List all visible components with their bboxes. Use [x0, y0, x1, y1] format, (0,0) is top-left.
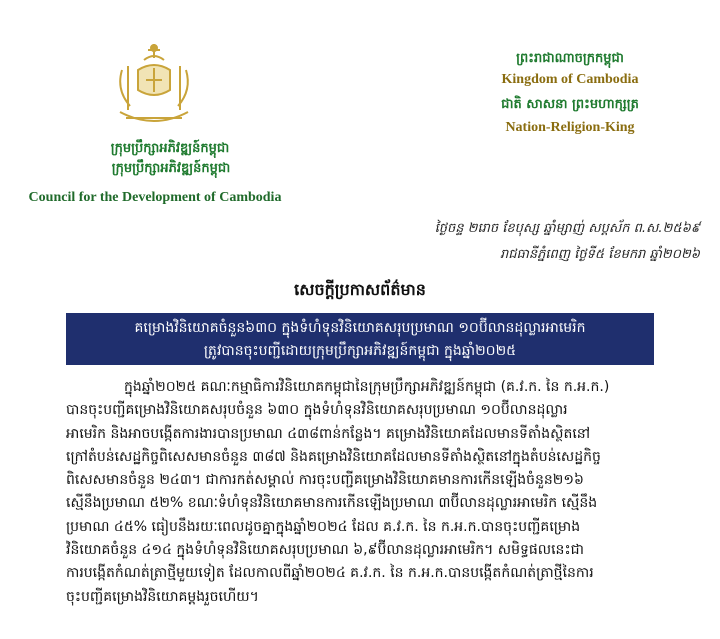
headline-line-2: ត្រូវបានចុះបញ្ជីដោយក្រុមប្រឹក្សាអភិវឌ្ឍន៍កម្ពុជា ក្នុងឆ្នាំ២០២៥ — [203, 343, 517, 359]
body-line: ក្នុងឆ្នាំ២០២៥ គណៈកម្មាធិការវិនិយោគកម្ពុជានៃក្រុមប្រឹក្សាអភិវឌ្ឍន៍កម្ពុជា (គ.វ.ក. នៃ ក.អ.ក.) — [124, 379, 610, 395]
headline-line-1: គម្រោងវិនិយោគចំនួន៦៣០ ក្នុងទំហំទុនវិនិយោគសរុបប្រមាណ ១០ប៊ីលានដុល្លារអាមេរិក — [134, 320, 586, 336]
council-name-kh-line2: ក្រុមប្រឹក្សាអភិវឌ្ឍន៍កម្ពុជា — [111, 161, 231, 176]
solar-date: រាជធានីភ្នំពេញ ថ្ងៃទី៥ ខែមករា ឆ្នាំ២០២៦ — [500, 247, 700, 262]
cambodia-emblem-icon — [108, 40, 200, 128]
body-paragraph — [66, 376, 658, 609]
headline-banner — [66, 313, 654, 365]
body-line: ពិសេសមានចំនួន ២៤៣។ ជាការកត់សម្គាល់ ការចុះបញ្ជីគម្រោងវិនិយោគមានការកើនឡើងចំនួន២១៦ — [66, 472, 584, 489]
kingdom-name-kh: ព្រះរាជាណាចក្រកម្ពុជា — [516, 51, 624, 66]
kingdom-name-en: Kingdom of Cambodia — [501, 72, 639, 87]
national-motto-en: Nation-Religion-King — [505, 120, 635, 135]
body-line: ការបង្កើតកំណត់ត្រាថ្មីមួយទៀត ដែលកាលពីឆ្នាំ២០២៤ គ.វ.ក. នៃ ក.អ.ក.បានបង្កើតកំណត់ត្រាថ្មីនៃការ — [66, 565, 594, 582]
body-line: ចុះបញ្ជីគម្រោងវិនិយោគម្តងរួចហើយ។ — [66, 588, 259, 605]
body-line: បានចុះបញ្ជីគម្រោងវិនិយោគសរុបចំនួន ៦៣០ ក្នុងទំហំទុនវិនិយោគសរុបប្រមាណ ១០ប៊ីលានដុល្លារ — [66, 402, 568, 419]
body-line: អាមេរិក និងអាចបង្កើតការងារបានប្រមាណ ៤៣៨ពាន់កន្លែង។ គម្រោងវិនិយោគដែលមានទីតាំងស្ថិតនៅ — [66, 425, 591, 442]
council-name-en: Council for the Development of Cambodia — [28, 190, 282, 205]
national-motto-kh: ជាតិ សាសនា ព្រះមហាក្សត្រ — [501, 97, 639, 112]
council-name-kh-line1: ក្រុមប្រឹក្សាអភិវឌ្ឍន៍កម្ពុជា — [110, 141, 230, 156]
document-title: សេចក្តីប្រកាសព័ត៌មាន — [294, 280, 426, 299]
body-line: ស្មើនឹងប្រមាណ ៥២% ខណៈទំហំទុនវិនិយោគមានការកើនឡើងប្រមាណ ៣ប៊ីលានដុល្លារអាមេរិក ស្មើនឹង — [66, 495, 598, 512]
body-line: ប្រមាណ ៤៥% ធៀបនឹងរយៈពេលដូចគ្នាក្នុងឆ្នាំ២០២៤ ដែល គ.វ.ក. នៃ ក.អ.ក.បានចុះបញ្ជីគម្រោង — [66, 518, 581, 535]
body-line: ក្រៅតំបន់សេដ្ឋកិច្ចពិសេសមានចំនួន ៣៨៧ និងគម្រោងវិនិយោគដែលមានទីតាំងស្ថិតនៅក្នុងតំបន់សេដ្ឋកិច្ច — [66, 448, 601, 465]
lunar-date: ថ្ងៃចន្ទ ២រោច ខែបុស្ស ឆ្នាំម្សាញ់ សប្តស័ក ព.ស.២៥៦៩ — [434, 221, 700, 236]
body-line: វិនិយោគចំនួន ៤១៤ ក្នុងទំហំទុនវិនិយោគសរុបប្រមាណ ៦,៩ប៊ីលានដុល្លារអាមេរិក។ សមិទ្ធផលនេះជា — [66, 542, 584, 559]
